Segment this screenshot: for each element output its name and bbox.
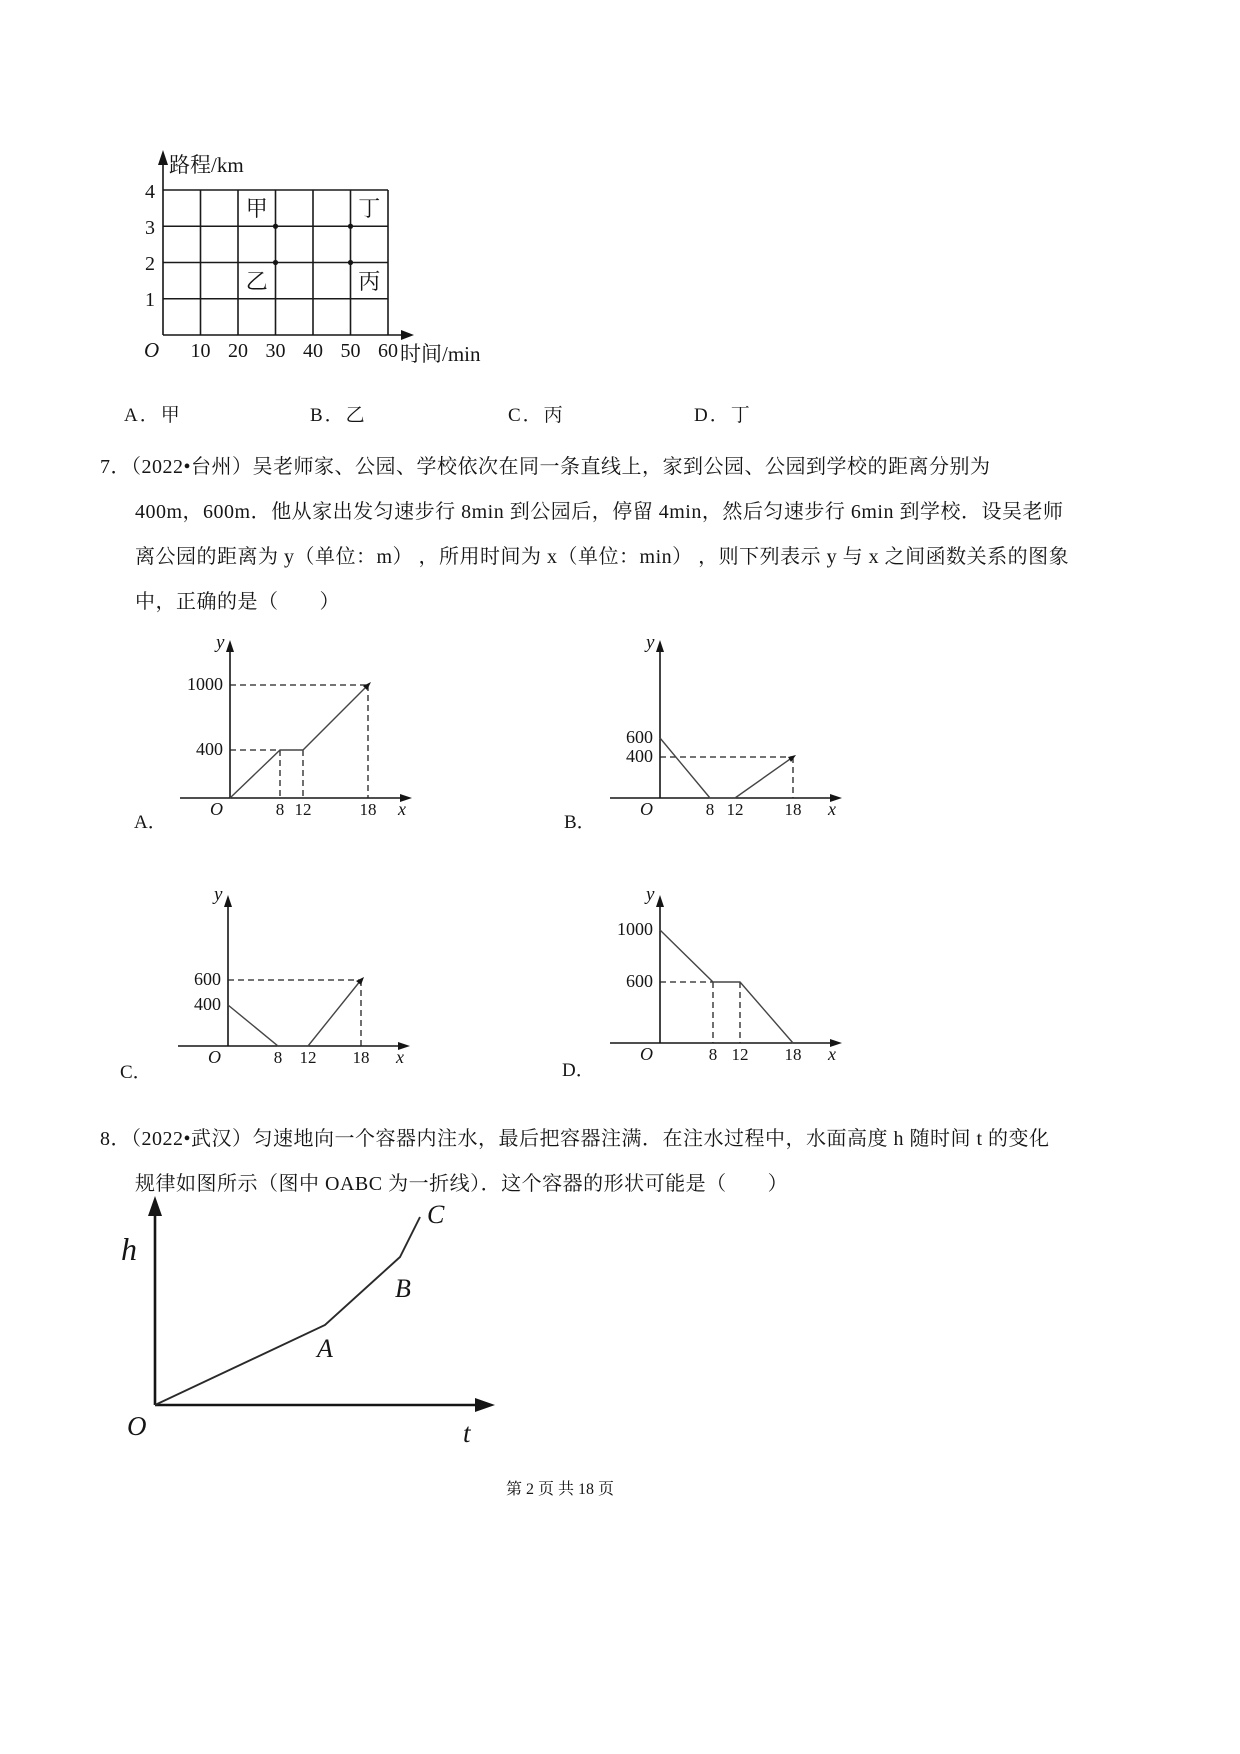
- point-label-jia: 甲: [245, 196, 268, 221]
- h-axis-title: h: [121, 1231, 137, 1267]
- dashed-guides: [230, 685, 368, 798]
- question8-line-1: 8．（2022•武汉）匀速地向一个容器内注水，最后把容器注满．在注水过程中，水面高度 h 随时间 t 的变化: [100, 1128, 1050, 1150]
- x-tick-12: 12: [299, 1048, 317, 1067]
- origin-label: O: [127, 1411, 147, 1441]
- x-tick-18: 18: [359, 800, 377, 819]
- polyline-oabc: [155, 1217, 420, 1405]
- y-tick-400: 400: [196, 739, 223, 759]
- origin-label: O: [640, 799, 653, 819]
- y-axis-title: y: [214, 884, 223, 905]
- y-axis-arrow-icon: [226, 640, 234, 652]
- y-axis-title: 路程/km: [169, 153, 244, 177]
- question7-line-2: 400m，600m．他从家出发匀速步行 8min 到公园后，停留 4min，然后匀速步行 6min 到学校．设吴老师: [135, 501, 1064, 523]
- y-tick-4: 4: [145, 181, 155, 203]
- x-axis-arrow-icon: [401, 330, 414, 340]
- x-tick-12: 12: [726, 800, 744, 819]
- point-label-b: B: [395, 1274, 411, 1303]
- option-a: A．甲: [124, 405, 182, 426]
- subfigure-label: B．: [564, 812, 596, 833]
- option-b: B．乙: [310, 405, 367, 426]
- dashed-guides: [228, 980, 361, 1046]
- x-tick-8: 8: [275, 800, 285, 819]
- x-tick-8: 8: [708, 1045, 718, 1064]
- x-axis-title: x: [396, 1047, 404, 1067]
- y-tick-1000: 1000: [617, 919, 653, 939]
- y-tick-1000: 1000: [187, 674, 223, 694]
- option-graph-b: [550, 628, 850, 840]
- option-c: C．丙: [508, 405, 565, 426]
- y-tick-600: 600: [626, 727, 653, 747]
- option-graph-a: [120, 628, 420, 840]
- x-axis-title: x: [398, 799, 406, 819]
- dashed-guides: [660, 757, 793, 798]
- y-tick-600: 600: [626, 971, 653, 991]
- x-axis-title: x: [828, 1044, 836, 1064]
- y-axis-title: y: [646, 632, 655, 653]
- x-tick-12: 12: [731, 1045, 749, 1064]
- origin-label: O: [144, 338, 160, 362]
- y-axis-title: y: [216, 632, 225, 653]
- x-tick-18: 18: [352, 1048, 370, 1067]
- origin-label: O: [210, 799, 223, 819]
- y-tick-3: 3: [145, 217, 155, 239]
- y-tick-2: 2: [145, 253, 155, 275]
- dashed-guides: [660, 982, 740, 1043]
- question7-line-4: 中，正确的是（ ）: [135, 591, 340, 613]
- x-tick-8: 8: [705, 800, 715, 819]
- origin-label: O: [208, 1047, 221, 1067]
- option-d: D．丁: [694, 405, 752, 426]
- line-end-arrow-icon: [788, 755, 796, 762]
- x-tick-12: 12: [294, 800, 312, 819]
- subfigure-label: A．: [134, 812, 167, 833]
- function-line: [660, 738, 793, 798]
- x-tick-18: 18: [784, 1045, 802, 1064]
- y-axis-arrow-icon: [656, 895, 664, 907]
- y-tick-400: 400: [194, 994, 221, 1014]
- y-tick-600: 600: [194, 969, 221, 989]
- question7-line-1: 7．（2022•台州）吴老师家、公园、学校依次在同一条直线上，家到公园、公园到学校的距离分别为: [100, 456, 991, 478]
- subfigure-label: D．: [562, 1060, 595, 1081]
- x-tick-40: 40: [303, 340, 323, 362]
- y-tick-400: 400: [626, 746, 653, 766]
- point-label-bing: 丙: [358, 269, 381, 294]
- x-tick-18: 18: [784, 800, 802, 819]
- x-tick-50: 50: [340, 340, 361, 362]
- option-graph-d: [550, 880, 850, 1092]
- distance-time-grid-figure: [138, 145, 518, 380]
- point-label-c: C: [427, 1200, 445, 1229]
- x-tick-20: 20: [228, 340, 248, 362]
- x-axis-title: x: [828, 799, 836, 819]
- y-axis-title: y: [646, 884, 655, 905]
- function-line: [660, 930, 793, 1043]
- option-graph-c: [118, 880, 418, 1092]
- function-line: [228, 980, 361, 1046]
- x-axis-title: 时间/min: [400, 342, 481, 366]
- t-axis-title: t: [463, 1418, 471, 1448]
- subfigure-label: C．: [120, 1062, 152, 1083]
- y-axis-arrow-icon: [656, 640, 664, 652]
- question8-line-2: 规律如图所示（图中 OABC 为一折线）．这个容器的形状可能是（ ）: [135, 1173, 789, 1195]
- h-axis-arrow-icon: [148, 1196, 162, 1216]
- point-label-ding: 丁: [358, 196, 381, 221]
- y-axis-arrow-icon: [158, 150, 168, 165]
- question7-line-3: 离公园的距离为 y（单位：m） ，所用时间为 x（单位：min） ，则下列表示 y 与 x 之间函数关系的图象: [135, 546, 1070, 568]
- y-tick-1: 1: [145, 289, 155, 311]
- x-tick-10: 10: [190, 340, 211, 362]
- origin-label: O: [640, 1044, 653, 1064]
- y-axis-arrow-icon: [224, 895, 232, 907]
- point-label-a: A: [317, 1334, 333, 1363]
- x-tick-60: 60: [378, 340, 398, 362]
- x-tick-30: 30: [265, 340, 286, 362]
- function-line: [230, 685, 368, 798]
- page-number-footer: 第 2 页 共 18 页: [505, 1481, 614, 1498]
- t-axis-arrow-icon: [475, 1398, 495, 1412]
- water-height-figure: [105, 1190, 535, 1460]
- point-label-yi: 乙: [245, 269, 268, 294]
- x-tick-8: 8: [273, 1048, 283, 1067]
